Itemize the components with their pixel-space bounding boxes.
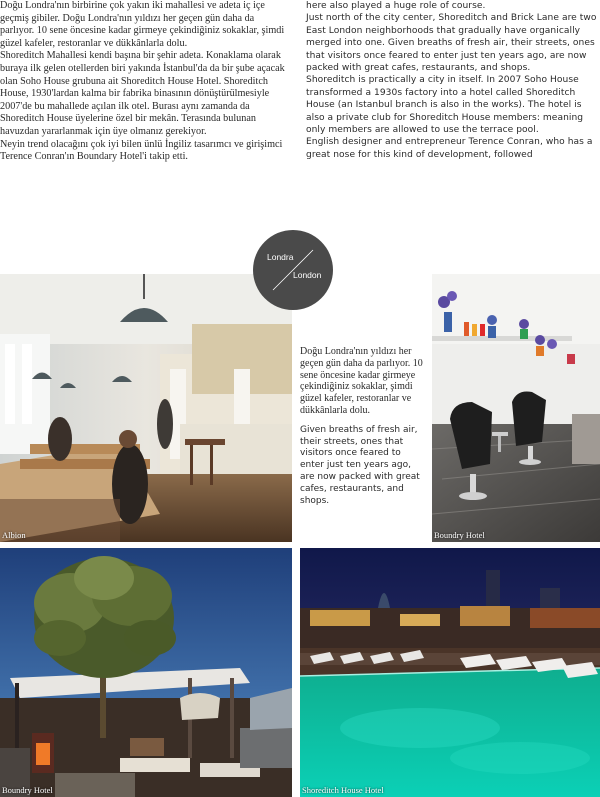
boundry-lobby-caption: Boundry Hotel bbox=[434, 530, 485, 540]
tr-paragraph-2: Shoreditch Mahallesi kendi başına bir şehir adeta. Konaklama olarak buraya ilk gelen otellerden biri yakında İstanbul'da da bir şube açacak olan Soho House grubuna ait Shoreditch House Hotel. Shoreditch House, 1930'lardan kalma bir fabrika binasının dönüştürülmesiyle 2007'de bu mahallede açılan ilk otel. Burası aynı zamanda da Shoreditch House üyelerine özel bir mekân. Terasında bulunan havuzdan yararlanmak için üye olmanız gerekiyor. bbox=[0, 50, 285, 137]
badge-english-label: London bbox=[293, 270, 322, 280]
boundry-lobby-photo bbox=[432, 274, 600, 542]
pull-quote-english: Given breaths of fresh air, their streets, ones that visitors once feared to enter just ten years ago, are now packed with great cafes, restaurants, and shops. bbox=[300, 424, 420, 506]
en-paragraph-1: here also played a huge role of course. bbox=[306, 1, 486, 11]
en-paragraph-2: Just north of the city center, Shoreditch and Brick Lane are two East London neighborhoods that gradually have organically merged into one. Given breaths of fresh air, their streets, ones that visitors once feared to enter just ten years ago, are now packed with great cafes, restaurants, and shops. bbox=[306, 13, 597, 74]
albion-photo bbox=[0, 274, 292, 542]
pull-quote bbox=[300, 346, 426, 507]
pull-quote-turkish: Doğu Londra'nın yıldızı her geçen gün daha da parlıyor. 10 sene öncesine kadar girmeye çekindiğiniz sokaklar, şimdi güzel kafeler, restoranlar ve dükkânlarla dolu. bbox=[300, 346, 423, 416]
badge-turkish-label: Londra bbox=[267, 252, 294, 262]
boundry-terrace-photo bbox=[0, 548, 292, 797]
boundry-terrace-caption: Boundry Hotel bbox=[2, 785, 53, 795]
shoreditch-pool-photo bbox=[300, 548, 600, 797]
tr-paragraph-1: Doğu Londra'nın birbirine çok yakın iki mahallesi ve adeta iç içe geçmiş gibiler. Doğu Londra'nın yıldızı her geçen gün daha da parlıyor. 10 sene öncesine kadar girmeye çekindiğiniz sokaklar, şimdi güzel kafeler, restoranlar ve dükkânlarla dolu. bbox=[0, 0, 285, 49]
city-badge bbox=[253, 230, 333, 310]
en-paragraph-4: English designer and entrepreneur Terence Conran, who has a great nose for this kind of development, followed bbox=[306, 137, 593, 160]
shoreditch-pool-caption: Shoreditch House Hotel bbox=[302, 785, 384, 795]
en-paragraph-3: Shoreditch is practically a city in itself. In 2007 Soho House transformed a 1930s factory into a hotel called Shoreditch House (an Istanbul branch is also in the works). The hotel is also a private club for Shoreditch House members: meaning only members are allowed to use the terrace pool. bbox=[306, 75, 584, 136]
tr-paragraph-3: Neyin trend olacağını çok iyi bilen ünlü İngiliz tasarımcı ve girişimci Terence Conran'ın Boundary Hotel'i takip etti. bbox=[0, 138, 283, 163]
turkish-text-column bbox=[0, 0, 290, 164]
albion-caption: Albion bbox=[2, 530, 26, 540]
english-text-column bbox=[306, 0, 600, 161]
